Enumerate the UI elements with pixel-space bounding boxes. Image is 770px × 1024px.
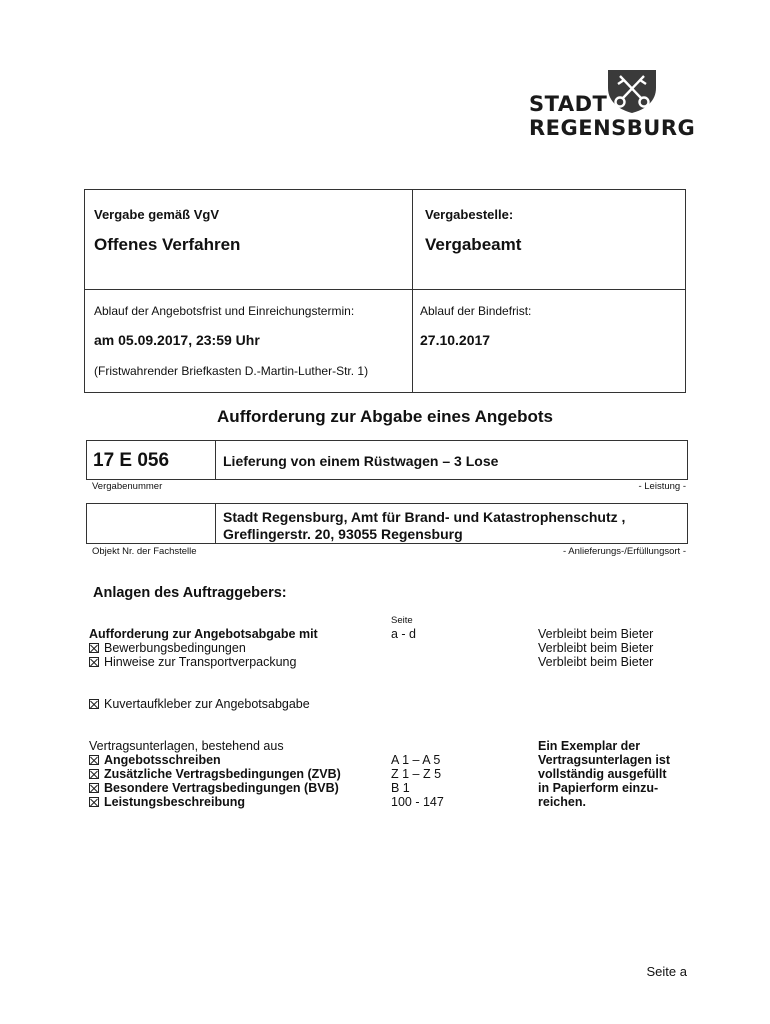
checked-checkbox-icon bbox=[89, 699, 99, 709]
group1-seite: a - d bbox=[391, 627, 417, 641]
leistung-value: Lieferung von einem Rüstwagen – 3 Lose bbox=[223, 453, 499, 469]
list-item: Angebotsschreiben bbox=[89, 753, 221, 767]
list-item-seite: Z 1 – Z 5 bbox=[391, 767, 442, 781]
list-item: Leistungsbeschreibung bbox=[89, 795, 245, 809]
page-title: Aufforderung zur Abgabe eines Angebots bbox=[217, 407, 553, 426]
header-table bbox=[84, 189, 686, 393]
briefkasten-note: (Fristwahrender Briefkasten D.-Martin-Luther-Str. 1) bbox=[94, 364, 369, 378]
checked-checkbox-icon bbox=[89, 657, 99, 667]
keys-shield-icon bbox=[604, 66, 660, 114]
vergabestelle-value: Vergabeamt bbox=[425, 235, 522, 254]
checked-checkbox-icon bbox=[89, 769, 99, 779]
group1-title: Aufforderung zur Angebotsabgabe mit bbox=[89, 627, 318, 641]
ort-line2: Greflingerstr. 20, 93055 Regensburg bbox=[223, 526, 463, 542]
ort-caption: - Anlieferungs-/Erfüllungsort - bbox=[562, 546, 686, 557]
vergabe-label: Vergabe gemäß VgV bbox=[94, 207, 219, 222]
ort-box bbox=[86, 503, 688, 544]
objekt-caption: Objekt Nr. der Fachstelle bbox=[92, 546, 197, 557]
list-item-seite: 100 - 147 bbox=[391, 795, 444, 809]
exemplar-note-line: in Papierform einzu- bbox=[538, 781, 659, 795]
checked-checkbox-icon bbox=[89, 783, 99, 793]
bindefrist-value: 27.10.2017 bbox=[420, 332, 491, 348]
ort-line1: Stadt Regensburg, Amt für Brand- und Katastrophenschutz , bbox=[223, 509, 626, 525]
vergabenummer-caption: Vergabenummer bbox=[92, 481, 163, 492]
angebotsfrist-value: am 05.09.2017, 23:59 Uhr bbox=[94, 332, 260, 348]
list-item-status: Verbleibt beim Bieter bbox=[538, 655, 654, 669]
vergabestelle-label: Vergabestelle: bbox=[425, 207, 514, 222]
vergabenummer-value: 17 E 056 bbox=[93, 450, 170, 471]
list-item: Hinweise zur Transportverpackung bbox=[89, 655, 296, 669]
vergabe-box bbox=[86, 440, 688, 480]
list-item: Bewerbungsbedingungen bbox=[89, 641, 246, 655]
exemplar-note-line: Ein Exemplar der bbox=[538, 739, 641, 753]
logo-stadt: STADT bbox=[529, 92, 608, 116]
exemplar-note-line: Vertragsunterlagen ist bbox=[538, 753, 670, 767]
leistung-caption: - Leistung - bbox=[638, 481, 686, 492]
list-item-status: Verbleibt beim Bieter bbox=[538, 641, 654, 655]
list-item-seite: A 1 – A 5 bbox=[391, 753, 441, 767]
group2-title: Vertragsunterlagen, bestehend aus bbox=[89, 739, 284, 753]
bindefrist-label: Ablauf der Bindefrist: bbox=[420, 304, 532, 318]
logo-regensburg: REGENSBURG bbox=[529, 116, 696, 140]
page-number: Seite a bbox=[646, 964, 687, 979]
list-item: Besondere Vertragsbedingungen (BVB) bbox=[89, 781, 339, 795]
angebotsfrist-label: Ablauf der Angebotsfrist und Einreichungstermin: bbox=[94, 304, 355, 318]
group1-status: Verbleibt beim Bieter bbox=[538, 627, 654, 641]
anlagen-heading: Anlagen des Auftraggebers: bbox=[93, 585, 287, 601]
exemplar-note-line: reichen. bbox=[538, 795, 586, 809]
checked-checkbox-icon bbox=[89, 797, 99, 807]
vergabe-value: Offenes Verfahren bbox=[94, 235, 241, 254]
exemplar-note-line: vollständig ausgefüllt bbox=[538, 767, 667, 781]
seite-column-header: Seite bbox=[391, 615, 413, 626]
list-item-seite: B 1 bbox=[391, 781, 410, 795]
checked-checkbox-icon bbox=[89, 755, 99, 765]
checked-checkbox-icon bbox=[89, 643, 99, 653]
list-item: Zusätzliche Vertragsbedingungen (ZVB) bbox=[89, 767, 341, 781]
kuvert-item: Kuvertaufkleber zur Angebotsabgabe bbox=[89, 697, 310, 711]
